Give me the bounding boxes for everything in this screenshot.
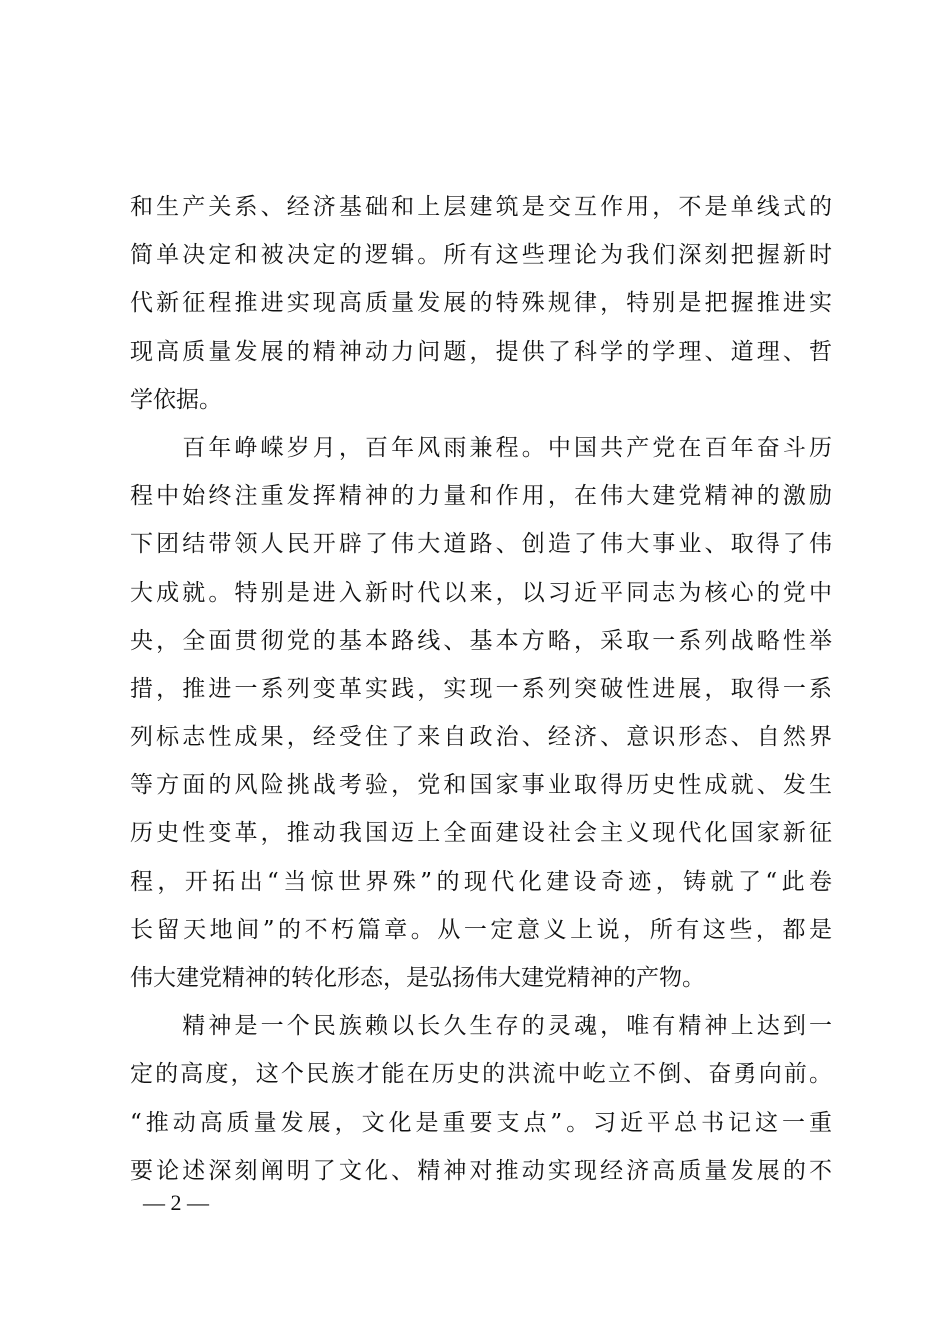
text-line: 简单决定和被决定的逻辑。所有这些理论为我们深刻把握新时 — [130, 242, 832, 269]
text-line: 列标志性成果，经受住了来自政治、经济、意识形态、自然界 — [130, 724, 832, 751]
text-line: 定的高度，这个民族才能在历史的洪流中屹立不倒、奋勇向前。 — [130, 1061, 832, 1088]
text-line: 大成就。特别是进入新时代以来，以习近平同志为核心的党中 — [130, 579, 832, 606]
text-line: 伟大建党精神的转化形态，是弘扬伟大建党精神的产物。 — [130, 965, 705, 991]
text-line: 和生产关系、经济基础和上层建筑是交互作用，不是单线式的 — [130, 194, 832, 220]
text-line: 现高质量发展的精神动力问题，提供了科学的学理、道理、哲 — [130, 338, 832, 365]
text-line: 学依据。 — [130, 386, 222, 413]
text-line: 措，推进一系列变革实践，实现一系列突破性进展，取得一系 — [130, 675, 832, 702]
text-line: 百年峥嵘岁月，百年风雨兼程。中国共产党在百年奋斗历 — [130, 434, 832, 461]
text-line: “推动高质量发展，文化是重要支点”。习近平总书记这一重 — [130, 1109, 832, 1136]
text-line: 央，全面贯彻党的基本路线、基本方略，采取一系列战略性举 — [130, 627, 832, 654]
text-line: 历史性变革，推动我国迈上全面建设社会主义现代化国家新征 — [130, 820, 832, 847]
text-line: 要论述深刻阐明了文化、精神对推动实现经济高质量发展的不 — [130, 1157, 832, 1184]
text-line: 下团结带领人民开辟了伟大道路、创造了伟大事业、取得了伟 — [130, 531, 832, 558]
page-number: — 2 — — [143, 1190, 209, 1215]
body-text — [130, 183, 832, 1195]
text-line: 程中始终注重发挥精神的力量和作用，在伟大建党精神的激励 — [130, 483, 832, 510]
text-line: 程，开拓出“当惊世界殊”的现代化建设奇迹，铸就了“此卷 — [130, 868, 832, 895]
text-line: 等方面的风险挑战考验，党和国家事业取得历史性成就、发生 — [130, 772, 832, 799]
text-line: 长留天地间”的不朽篇章。从一定意义上说，所有这些，都是 — [130, 916, 832, 943]
text-line: 代新征程推进实现高质量发展的特殊规律，特别是把握推进实 — [130, 290, 832, 317]
text-line: 精神是一个民族赖以长久生存的灵魂，唯有精神上达到一 — [130, 1013, 832, 1040]
